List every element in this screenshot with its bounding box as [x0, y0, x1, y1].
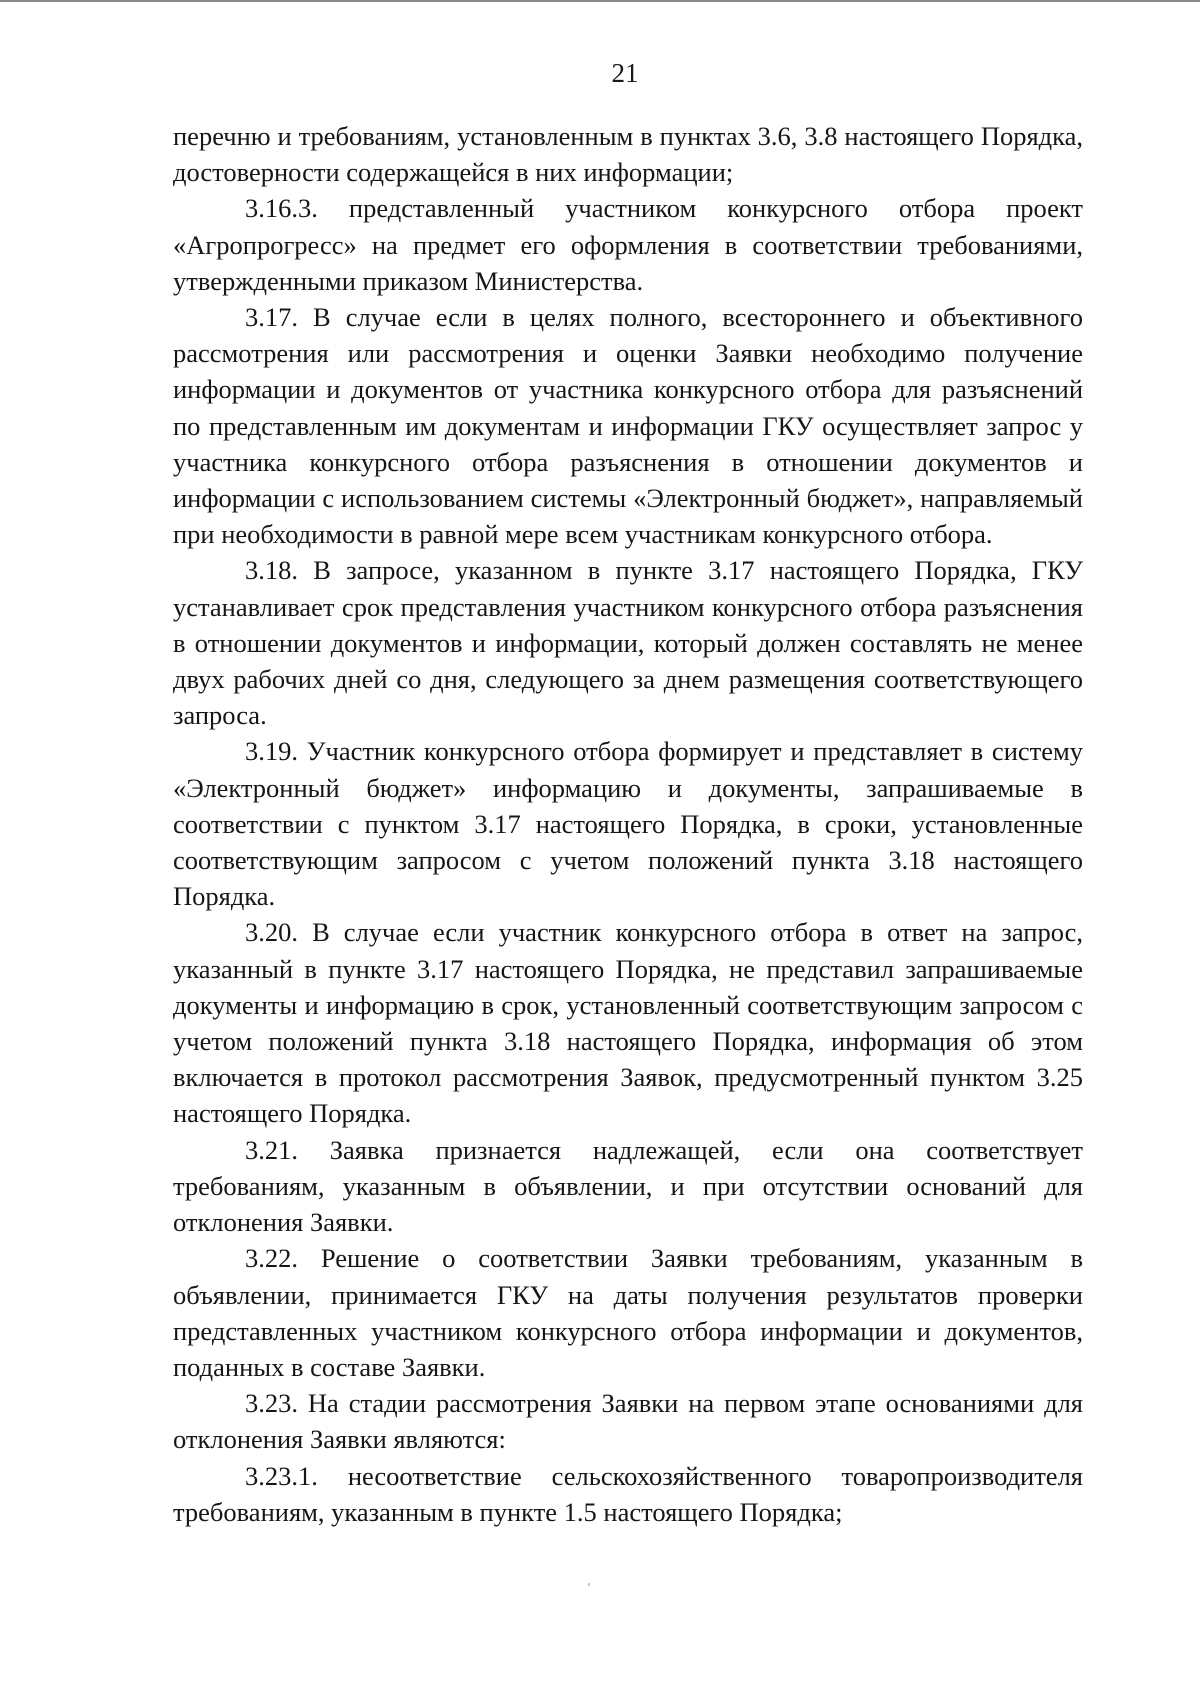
paragraph-3-16-3: 3.16.3. представленный участником конкурсного отбора проект «Агропрогресс» на предмет его оформления в соответствии требованиями, утвержденными приказом Министерства. — [173, 193, 1083, 296]
paragraph-3-21: 3.21. Заявка признается надлежащей, если она соответствует требованиям, указанным в объявлении, и при отсутствии оснований для отклонения Заявки. — [173, 1134, 1083, 1238]
paragraph-3-23-1: 3.23.1. несоответствие сельскохозяйственного товаропроизводителя требованиям, указанным в пункте 1.5 настоящего Порядка; — [173, 1460, 1083, 1527]
paragraph-3-18: 3.18. В запросе, указанном в пункте 3.17 настоящего Порядка, ГКУ устанавливает срок представления участником конкурсного отбора разъяснения в отношении документов и информации, который должен составлять не менее двух рабочих дней со дня, следующего за днем размещения соответствующего запроса. — [173, 555, 1083, 731]
paragraph-continuation: перечню и требованиям, установленным в пунктах 3.6, 3.8 настоящего Порядка, достоверности содержащейся в них информации; — [173, 121, 1083, 188]
paragraph-3-19: 3.19. Участник конкурсного отбора формирует и представляет в систему «Электронный бюджет» информацию и документы, запрашиваемые в соответствии с пунктом 3.17 настоящего Порядка, в сроки, установленные соответствующим запросом с учетом положений пункта 3.18 настоящего Порядка. — [173, 736, 1083, 912]
paragraph-3-22: 3.22. Решение о соответствии Заявки требованиям, указанным в объявлении, принимается ГКУ на даты получения результатов проверки представленных участником конкурсного отбора информации и документов, поданных в составе Заявки. — [173, 1243, 1083, 1382]
paragraph-3-20: 3.20. В случае если участник конкурсного отбора в ответ на запрос, указанный в пункте 3.17 настоящего Порядка, не представил запрашиваемые документы и информацию в срок, установленный соответствующим запросом с учетом положений пункта 3.18 настоящего Порядка, информация об этом включается в протокол рассмотрения Заявок, предусмотренный пунктом 3.25 настоящего Порядка. — [173, 917, 1083, 1129]
scan-speck — [588, 1583, 590, 1586]
document-body — [173, 118, 1083, 1530]
paragraph-3-23: 3.23. На стадии рассмотрения Заявки на первом этапе основаниями для отклонения Заявки являются: — [173, 1388, 1083, 1455]
scan-top-edge — [0, 0, 1200, 2]
paragraph-3-17: 3.17. В случае если в целях полного, всестороннего и объективного рассмотрения или рассмотрения и оценки Заявки необходимо получение информации и документов от участника конкурсного отбора для разъяснений по представленным им документам и информации ГКУ осуществляет запрос у участника конкурсного отбора разъяснения в отношении документов и информации с использованием системы «Электронный бюджет», направляемый при необходимости в равной мере всем участникам конкурсного отбора. — [173, 302, 1083, 550]
page-number: 21 — [611, 58, 639, 88]
